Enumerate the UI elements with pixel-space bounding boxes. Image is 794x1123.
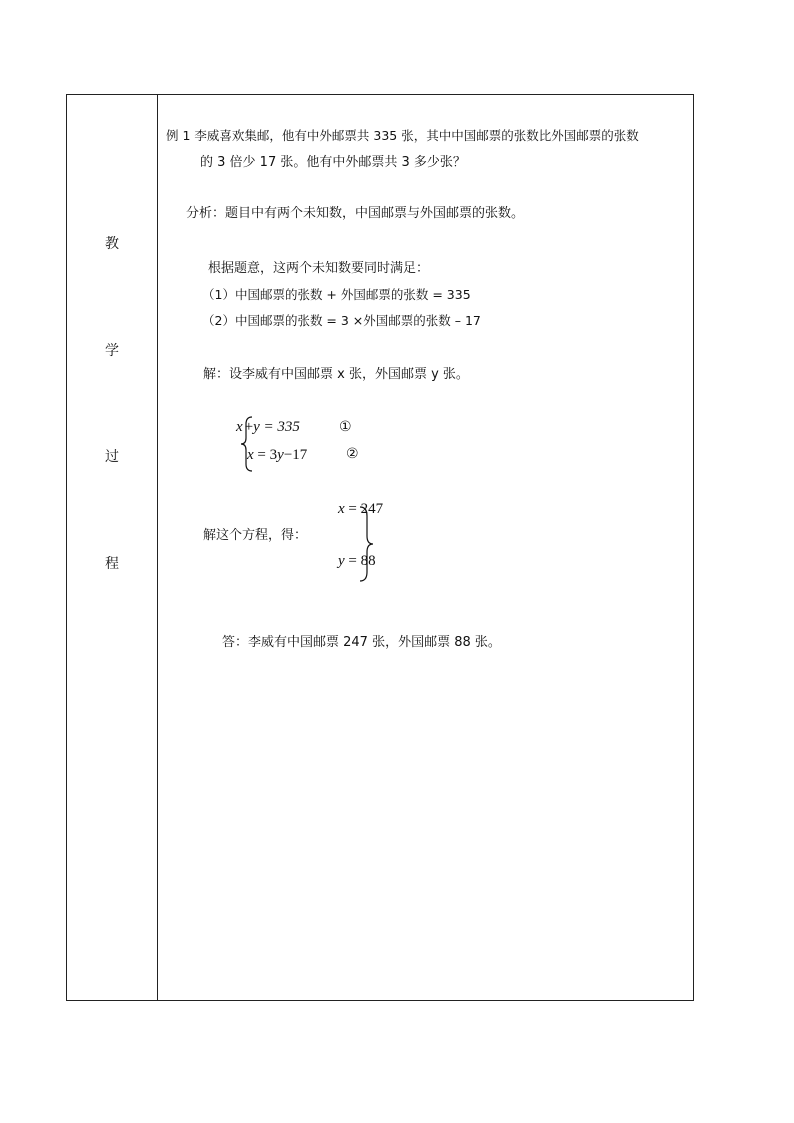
result-brace (358, 506, 374, 582)
side-label-char-3: 过 (105, 449, 119, 465)
equation-1-number: ① (339, 419, 352, 435)
result-y-value: = 88 (348, 553, 376, 569)
lesson-table (66, 94, 694, 1001)
side-label-char-1: 教 (105, 236, 119, 252)
equation-1-var-y: y = 335 (253, 419, 300, 435)
equation-2-number: ② (346, 446, 359, 462)
equation-1-var-x: x (236, 419, 243, 435)
result-y-var: y (338, 553, 345, 569)
solution-setup: 解：设李威有中国邮票 x 张，外国邮票 y 张。 (203, 367, 469, 382)
result-y (338, 552, 376, 570)
result-x-value: = 247 (348, 501, 384, 517)
equation-1: x +y = 335 (236, 419, 300, 435)
result-x-var: x (338, 501, 345, 517)
equation-2-var-y: y (277, 447, 284, 463)
analysis-text: 分析：题目中有两个未知数，中国邮票与外国邮票的张数。 (186, 206, 525, 221)
equation-2: x = 3y−17 (247, 447, 308, 463)
side-label-char-2: 学 (105, 343, 119, 359)
condition-1: （1）中国邮票的张数 + 外国邮票的张数 = 335 (202, 287, 471, 302)
conditions-intro: 根据题意，这两个未知数要同时满足： (208, 261, 430, 276)
example-line-2: 的 3 倍少 17 张。他有中外邮票共 3 多少张？ (200, 155, 466, 170)
answer-text: 答：李威有中国邮票 247 张，外国邮票 88 张。 (222, 635, 501, 650)
equation-2-tail: −17 (283, 447, 308, 463)
solve-label: 解这个方程，得： (203, 528, 308, 543)
example-line-1: 例 1 李威喜欢集邮，他有中外邮票共 335 张，其中中国邮票的张数比外国邮票的张数 (166, 128, 639, 143)
equation-2-var-x: x (247, 447, 254, 463)
side-label-char-4: 程 (105, 556, 119, 572)
column-divider (157, 95, 158, 1000)
condition-2: （2）中国邮票的张数 = 3 ×外国邮票的张数 – 17 (202, 313, 481, 328)
